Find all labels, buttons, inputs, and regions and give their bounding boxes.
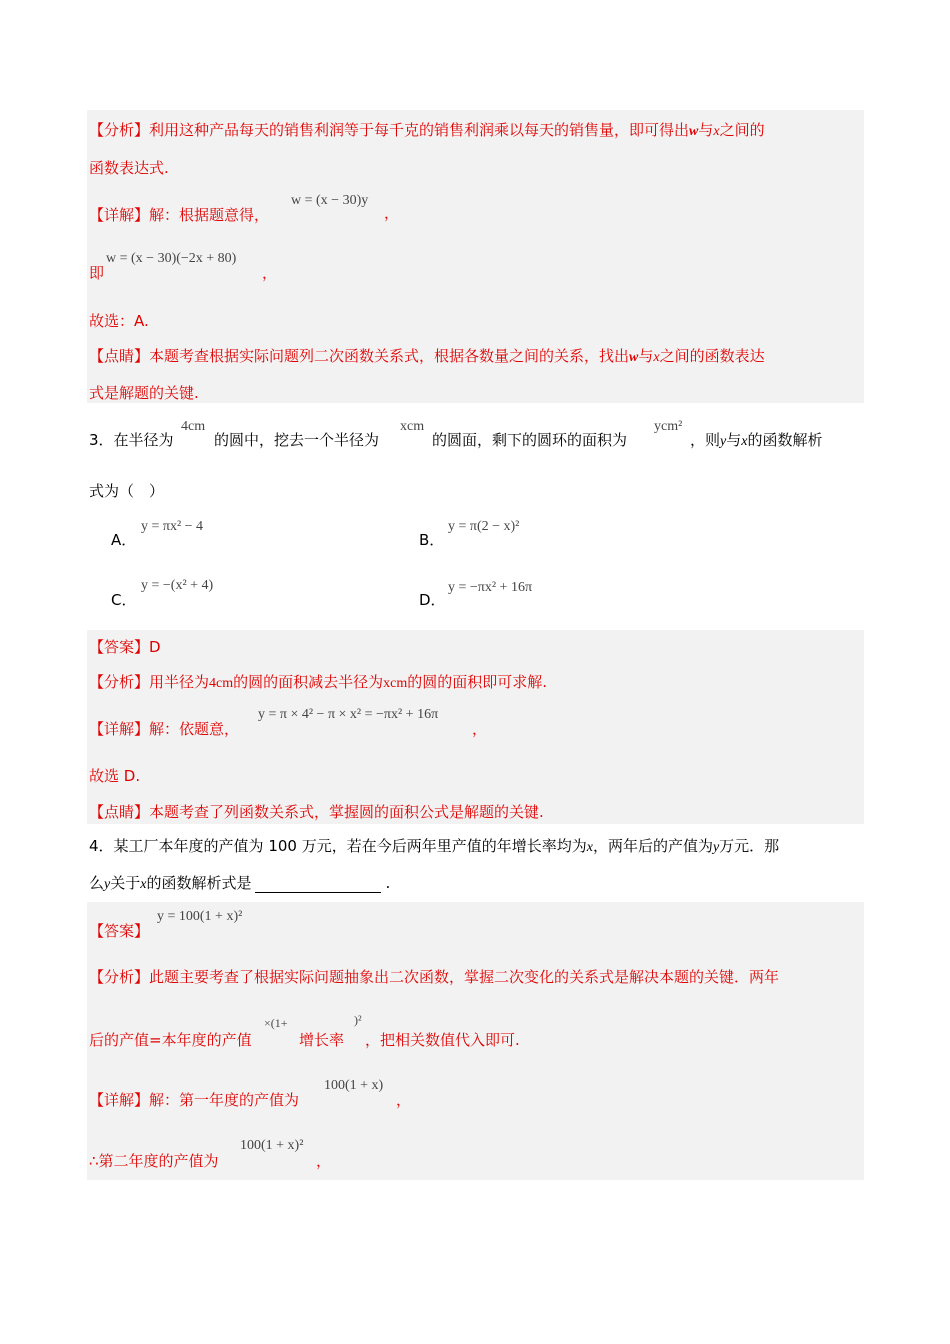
q4-stem-line-1: 4．某工厂本年度的产值为 100 万元，若在今后两年里产值的年增长率均为x，两年后的产值为y万元．那 (89, 837, 780, 855)
q4-analysis-line-2a: 后的产值=本年度的产值 (89, 1031, 252, 1049)
detail-formula-1: w = (x − 30)y (291, 193, 369, 208)
q3-detail-comma: ， (472, 720, 488, 738)
q3-area: ycm² (654, 419, 683, 434)
q3-radius-outer: 4cm (181, 419, 206, 434)
q3-stem-part-4: ，则y与x的函数解析 (690, 431, 823, 449)
q4-detail-formula-2: 100(1 + x)² (240, 1138, 304, 1153)
option-c-formula: y = −(x² + 4) (141, 578, 214, 593)
q3-choose: 故选 D. (89, 767, 141, 785)
q3-stem-part-3: 的圆面，剩下的圆环的面积为 (432, 431, 628, 449)
comment-line-2: 式是解题的关键. (89, 384, 199, 402)
choose-answer: 故选：A. (89, 312, 149, 330)
detail-comma-2: ， (262, 264, 278, 282)
option-c-label[interactable]: C． (111, 591, 137, 609)
option-a-label[interactable]: A． (111, 531, 137, 549)
q4-analysis-line-2b: ，把相关数值代入即可. (365, 1031, 520, 1049)
q3-stem-line-1: 3．在半径为 (89, 431, 174, 449)
q3-detail-label: 【详解】解：依题意， (89, 720, 240, 738)
q4-rate: 增长率 (299, 1031, 345, 1049)
ji-label: 即 (89, 264, 105, 282)
q3-answer: 【答案】D (89, 638, 161, 656)
analysis-line-2: 函数表达式. (89, 159, 169, 177)
detail-label: 【详解】解：根据题意得， (89, 206, 270, 224)
q3-stem-line-2: 式为（ ） (89, 482, 165, 500)
detail-formula-2: w = (x − 30)(−2x + 80) (106, 251, 237, 266)
q3-comment: 【点睛】本题考查了列函数关系式，掌握圆的面积公式是解题的关键. (89, 803, 544, 821)
option-d-formula: y = −πx² + 16π (448, 580, 533, 595)
q4-detail-comma-2: ， (316, 1152, 332, 1170)
q3-analysis: 【分析】用半径为4cm的圆的面积减去半径为xcm的圆的面积即可求解. (89, 673, 548, 691)
option-d-label[interactable]: D． (419, 591, 446, 609)
q3-detail-formula: y = π × 4² − π × x² = −πx² + 16π (258, 707, 439, 722)
option-b-formula: y = π(2 − x)² (448, 519, 520, 534)
answer-blank[interactable] (255, 878, 381, 893)
q4-detail-formula-1: 100(1 + x) (324, 1078, 384, 1093)
detail-comma-1: ， (384, 204, 400, 222)
q3-stem-part-2: 的圆中，挖去一个半径为 (214, 431, 380, 449)
q4-times: ×(1+ (264, 1016, 288, 1030)
q4-answer-label: 【答案】 (89, 922, 150, 940)
q4-stem-line-2: 么y关于x的函数解析式是 . (89, 874, 391, 892)
q3-radius-inner: xcm (400, 419, 425, 434)
q4-therefore: ∴第二年度的产值为 (89, 1152, 219, 1170)
q4-answer-formula: y = 100(1 + x)² (157, 909, 243, 924)
q4-sq: )² (354, 1013, 362, 1027)
q4-detail-comma-1: ， (396, 1091, 412, 1109)
option-b-label[interactable]: B． (419, 531, 445, 549)
q4-detail-label: 【详解】解：第一年度的产值为 (89, 1091, 300, 1109)
option-a-formula: y = πx² − 4 (141, 519, 204, 534)
comment-line-1: 【点睛】本题考查根据实际问题列二次函数关系式，根据各数量之间的关系，找出w与x之间的函数表达 (89, 347, 765, 365)
analysis-line-1: 【分析】利用这种产品每天的销售利润等于每千克的销售利润乘以每天的销售量，即可得出w与x之间的 (89, 121, 765, 139)
q4-analysis-line-1: 【分析】此题主要考查了根据实际问题抽象出二次函数，掌握二次变化的关系式是解决本题的关键．两年 (89, 968, 780, 986)
